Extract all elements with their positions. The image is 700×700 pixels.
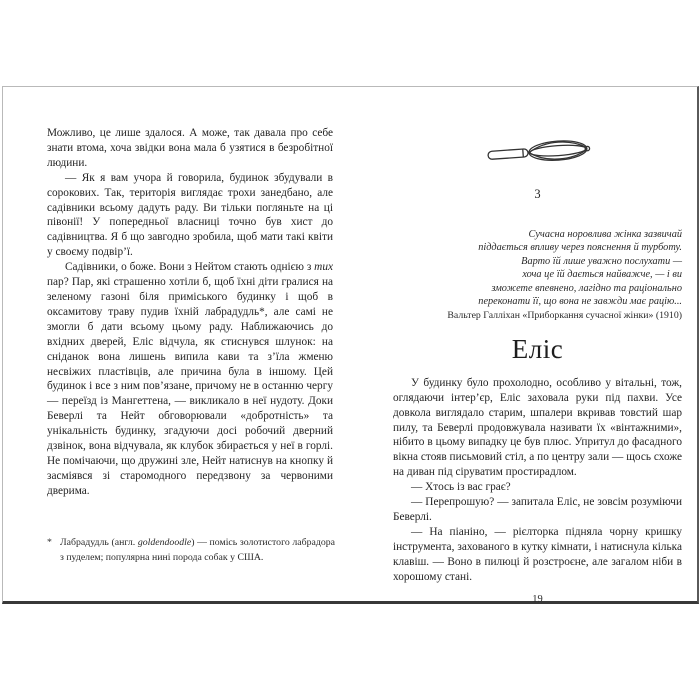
paragraph: — На піаніно, — рієлторка підняла чорну кришку інструмента, захованого в кутку кімнати, і натиснула кілька клавіш. — Воно в пилюці й розстроєне, але загалом ніби в хорошому стані. [393,525,682,583]
chapter-body [393,376,682,585]
chapter-title: Еліс [511,333,564,364]
page-number: 19 [532,593,543,605]
paragraph: У будинку було прохолодно, особливо у вітальні, тож, оглядаючи інтер’єр, Еліс заховала руки під пахви. Усе довкола виглядало старим, шпалери вкривав товстий шар пилу, та Беверлі продовжувала називати їх «вінтажними», нібито в цьому випадку це був плюс. Упритул до фасадного вікна стояв письмовий стіл, а по центру зали — щось схоже на диван під сіруватим простирадлом. [393,376,682,479]
paragraph: — Як я вам учора й говорила, будинок збудували в сорокових. Так, територія виглядає трохи занедбано, але садівники всьому дадуть раду. Ви тільки погляньте на ці півонії! У попередньої власниці точно був хист до садівництва. Я б що завгодно зробила, щоб мати такі квіти у своєму подвір’ї. [47,171,333,259]
epigraph-line: зможете впевнено, лагідно та раціонально [491,282,682,294]
paragraph-run: пар? Пар, які страшенно хотіли б, щоб їхні діти гралися на зеленому газоні біля приміського будинку і щоб в оксамитову траву пудив їхній лабрадудль*, але самі не змогли б дати всьому цьому раду. Наближаючись до вхідних дверей, Еліс відчула, як стиснувся шлунок: на сніданок вона лишень випила кави та з’їла жменю несвіжих пластівців, але причина була в іншому. Цей будинок і все з ним пов’язане, причому не в останню чергу — переїзд із Мангеттена, — викликало в неї нудоту. Доки Беверлі та Нейт обговорювали «добротність» та унікальність будинку, згадуючи досі робочий дверний дзвінок, вона відчувала, як клубок збирається у неї в горлі. Не помічаючи, що дружині зле, Нейт натиснув на кнопку й засміявся зі старомодного передзвону за червоними дверима. [47,276,333,497]
epigraph-line: хоча це їй дається найважче, — і ви [522,269,682,281]
book-spread [2,86,699,604]
footnote [47,536,335,565]
epigraph-line: Варто їй лише уважно послухати — [521,255,682,267]
right-page [350,87,697,605]
epigraph-line: переконати її, що вона не завжди має рацію... [478,296,682,308]
whisk-icon [393,131,682,175]
paragraph: Можливо, це лише здалося. А може, так давала про себе знати втома, хоча звідки вона мала б узятися в безробітної людини. [47,127,333,169]
paragraph-run-italic: тих [314,261,333,274]
epigraph-line: Сучасна норовлива жінка зазвичай [528,229,682,240]
paragraph: — Хтось із вас грає? [411,481,511,494]
epigraph-line: піддається впливу через пояснення й турботу. [478,242,682,254]
epigraph-attribution: Вальтер Галліхан «Приборкання сучасної жінки» (1910) [447,310,682,322]
footnote-text [60,536,335,565]
paragraph [47,260,333,499]
left-page [3,87,350,601]
footnote-run-italic: goldendoodle [137,537,192,548]
footnote-run: Лабрадудль (англ. [60,537,138,548]
footnote-marker: * [47,537,52,548]
paragraph: — Перепрошую? — запитала Еліс, не зовсім розуміючи Беверлі. [393,496,682,523]
epigraph [393,228,682,323]
paragraph-run: Садівники, о боже. Вони з Нейтом стають однією з [65,261,315,274]
footnote-run: ) — помісь золотистого лабрадора з пуделем; популярна нині порода собак у США. [60,537,335,563]
chapter-number: 3 [534,187,541,201]
